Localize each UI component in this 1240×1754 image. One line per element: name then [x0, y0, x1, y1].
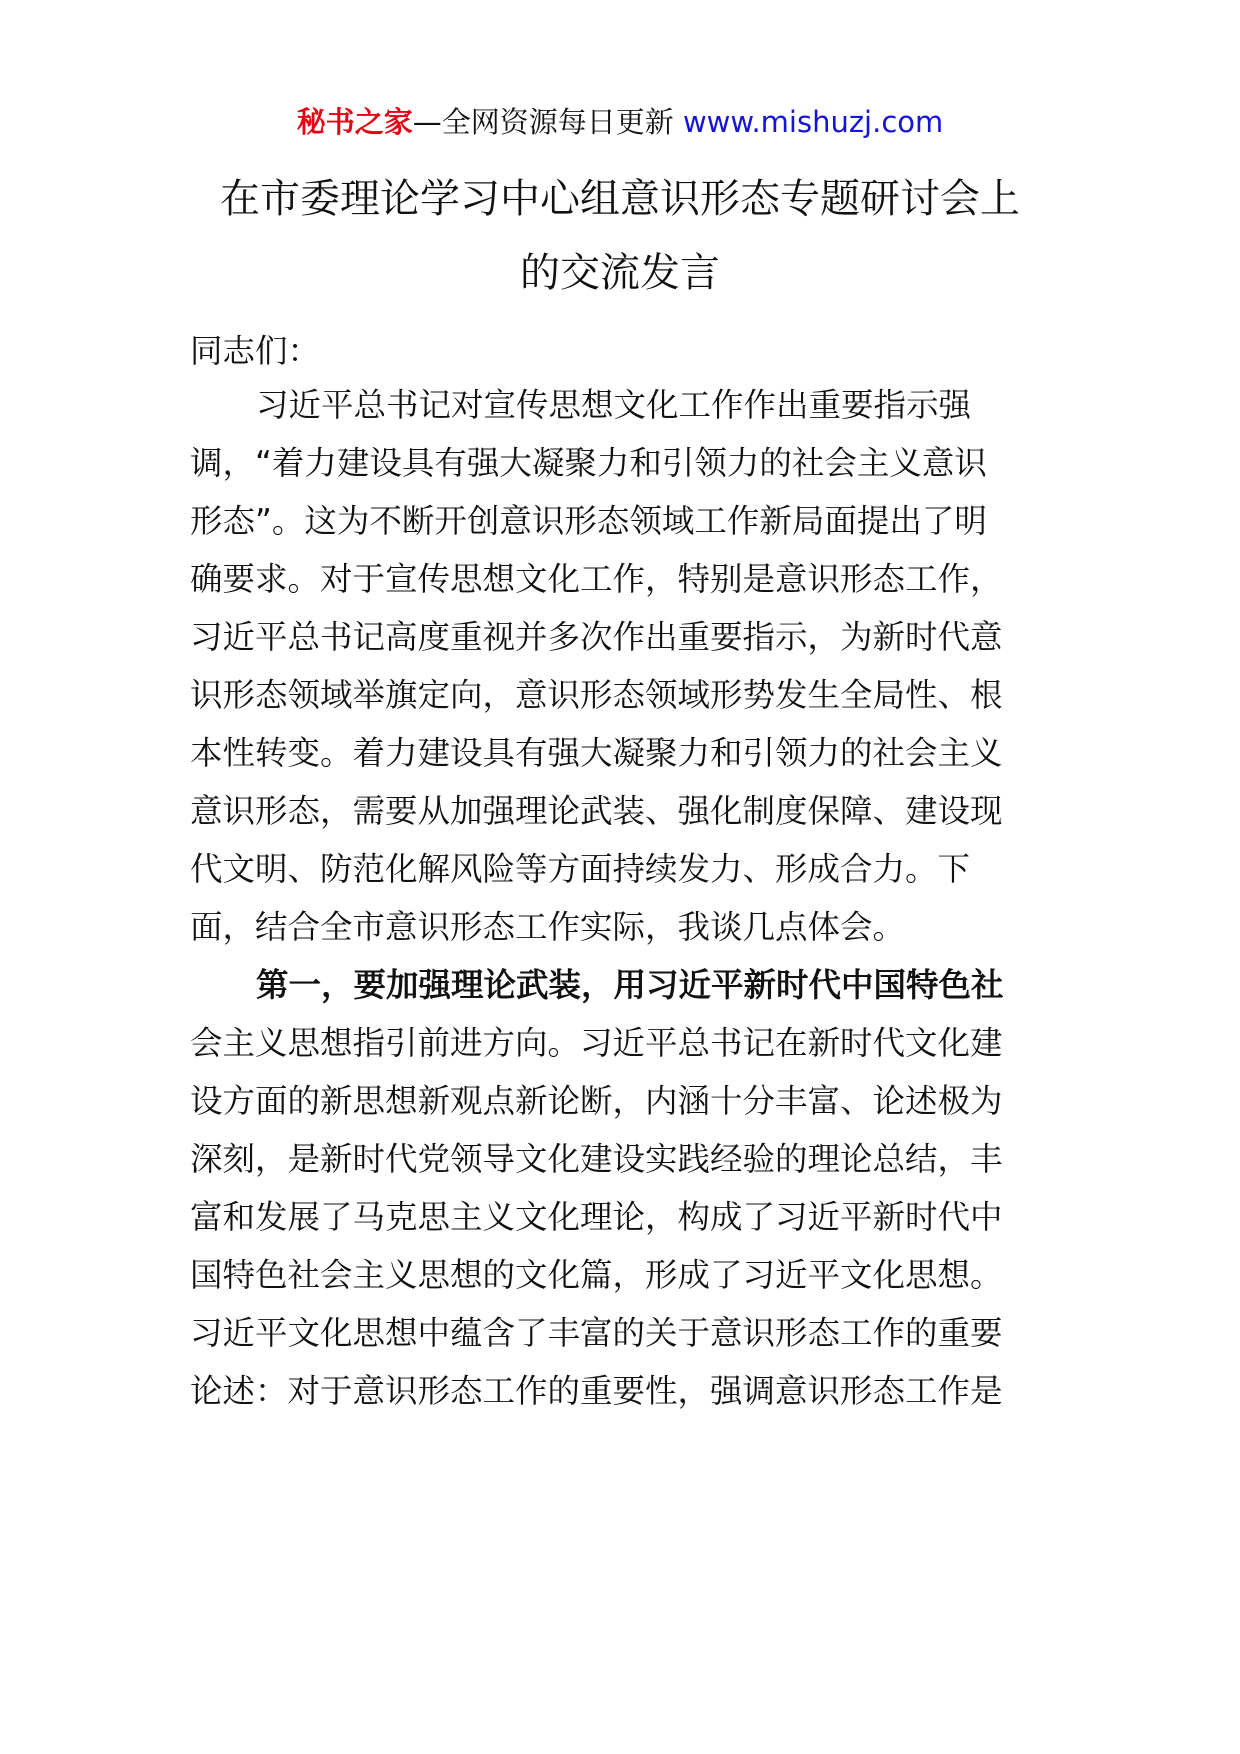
paragraph-2-line: 富和发展了马克思主义文化理论，构成了习近平新时代中: [190, 1198, 1003, 1236]
salutation: 同志们：: [190, 332, 321, 370]
site-url-link[interactable]: www.mishuzj.com: [682, 105, 944, 139]
paragraph-2-line: 深刻，是新时代党领导文化建设实践经验的理论总结，丰: [190, 1140, 1003, 1178]
paragraph-1-line: 本性转变。着力建设具有强大凝聚力和引领力的社会主义: [190, 734, 1003, 772]
paragraph-2-line: 习近平文化思想中蕴含了丰富的关于意识形态工作的重要: [190, 1314, 1003, 1352]
paragraph-1-line: 面，结合全市意识形态工作实际，我谈几点体会。: [190, 908, 906, 946]
title-line-2: 的交流发言: [520, 250, 720, 296]
paragraph-1-line: 习近平总书记高度重视并多次作出重要指示，为新时代意: [190, 618, 1003, 656]
paragraph-2-line: 设方面的新思想新观点新论断，内涵十分丰富、论述极为: [190, 1082, 1003, 1120]
site-header: [0, 102, 1240, 142]
paragraph-2-line: 会主义思想指引前进方向。习近平总书记在新时代文化建: [190, 1024, 1003, 1062]
paragraph-2-line: 论述：对于意识形态工作的重要性，强调意识形态工作是: [190, 1372, 1003, 1410]
document-title: [150, 162, 1090, 310]
paragraph-1-line: 代文明、防范化解风险等方面持续发力、形成合力。下: [190, 850, 971, 888]
paragraph-1-line: 形态”。这为不断开创意识形态领域工作新局面提出了明: [190, 502, 987, 540]
paragraph-1-line: 调，“着力建设具有强大凝聚力和引领力的社会主义意识: [190, 444, 987, 482]
paragraph-1-line: 确要求。对于宣传思想文化工作，特别是意识形态工作，: [190, 560, 1003, 598]
header-tagline: —全网资源每日更新: [412, 105, 683, 139]
paragraph-2-line: 国特色社会主义思想的文化篇，形成了习近平文化思想。: [190, 1256, 1003, 1294]
paragraph-1-line: 意识形态，需要从加强理论武装、强化制度保障、建设现: [190, 792, 1003, 830]
paragraph-2-line: 第一，要加强理论武装，用习近平新时代中国特色社: [256, 966, 1004, 1004]
brand-name: 秘书之家: [296, 105, 413, 139]
paragraph-1-line: 习近平总书记对宣传思想文化工作作出重要指示强: [256, 386, 972, 424]
title-line-1: 在市委理论学习中心组意识形态专题研讨会上: [220, 176, 1020, 222]
paragraph-1-line: 识形态领域举旗定向，意识形态领域形势发生全局性、根: [190, 676, 1003, 714]
